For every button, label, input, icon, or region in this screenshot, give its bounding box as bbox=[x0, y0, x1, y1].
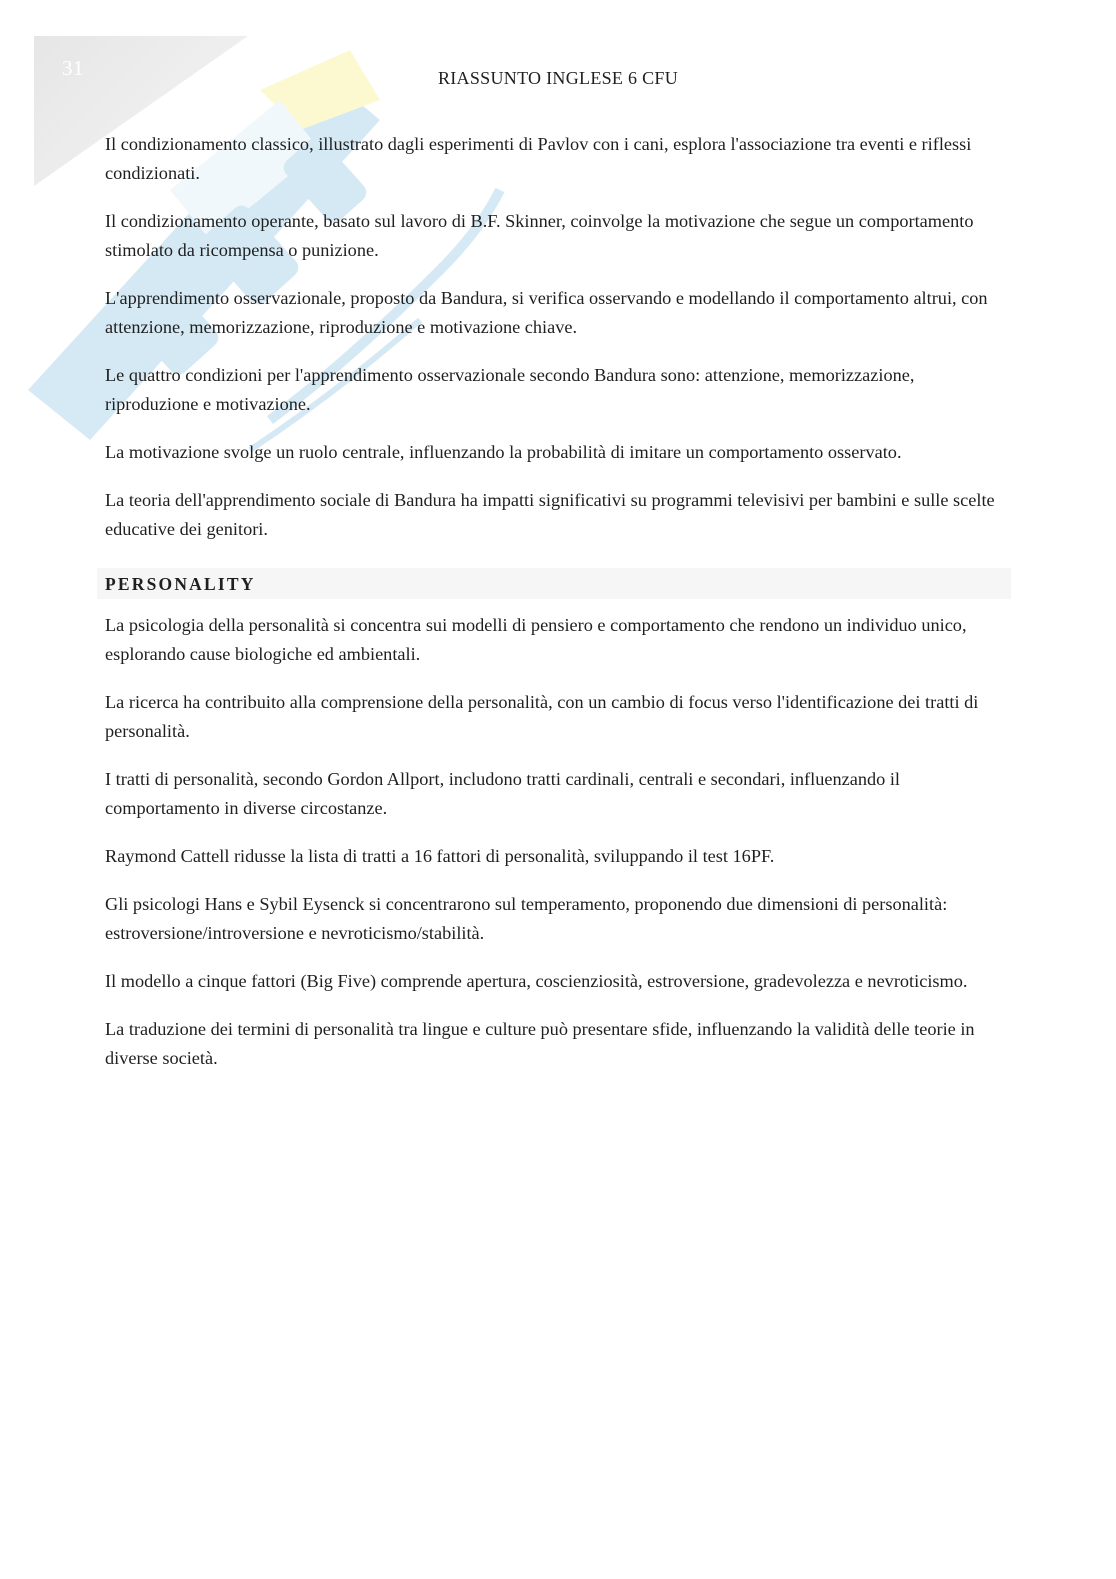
paragraph-personality-psychology: La psicologia della personalità si concentra sui modelli di pensiero e comportamento che rendono un individuo unico, esplorando cause biologiche ed ambientali. bbox=[105, 615, 967, 664]
page-number: 31 bbox=[62, 56, 84, 80]
paragraph-social-learning-theory: La teoria dell'apprendimento sociale di Bandura ha impatti significativi su programmi televisivi per bambini e sulle scelte educative dei genitori. bbox=[105, 490, 995, 539]
paragraph-operant-conditioning: Il condizionamento operante, basato sul lavoro di B.F. Skinner, coinvolge la motivazione che segue un comportamento stimolato da ricompensa o punizione. bbox=[105, 211, 974, 260]
paragraph-motivation: La motivazione svolge un ruolo centrale, influenzando la probabilità di imitare un comportamento osservato. bbox=[105, 442, 902, 462]
section-heading-personality: PERSONALITY bbox=[97, 568, 1011, 599]
paragraph-big-five: Il modello a cinque fattori (Big Five) comprende apertura, coscienziosità, estroversione, gradevolezza e nevroticismo. bbox=[105, 971, 968, 991]
paragraph-eysenck: Gli psicologi Hans e Sybil Eysenck si concentrarono sul temperamento, proponendo due dimensioni di personalità: estroversione/introversione e nevroticismo/stabilità. bbox=[105, 894, 948, 943]
paragraph-research-focus: La ricerca ha contribuito alla comprensione della personalità, con un cambio di focus verso l'identificazione dei tratti di personalità. bbox=[105, 692, 979, 741]
paragraph-translation-challenges: La traduzione dei termini di personalità tra lingue e culture può presentare sfide, influenzando la validità delle teorie in diverse società. bbox=[105, 1019, 975, 1068]
paragraph-cattell: Raymond Cattell ridusse la lista di tratti a 16 fattori di personalità, sviluppando il test 16PF. bbox=[105, 846, 775, 866]
paragraph-classical-conditioning: Il condizionamento classico, illustrato dagli esperimenti di Pavlov con i cani, esplora l'associazione tra eventi e riflessi condizionati. bbox=[105, 134, 972, 183]
paragraph-allport-traits: I tratti di personalità, secondo Gordon Allport, includono tratti cardinali, centrali e secondari, influenzando il comportamento in diverse circostanze. bbox=[105, 769, 900, 818]
paragraph-observational-learning: L'apprendimento osservazionale, proposto da Bandura, si verifica osservando e modellando il comportamento altrui, con attenzione, memorizzazione, riproduzione e motivazione chiave. bbox=[105, 288, 988, 337]
document-body bbox=[105, 130, 1005, 1092]
running-header-title: RIASSUNTO INGLESE 6 CFU bbox=[437, 68, 679, 88]
paragraph-bandura-conditions: Le quattro condizioni per l'apprendimento osservazionale secondo Bandura sono: attenzione, memorizzazione, riproduzione e motivazione. bbox=[105, 365, 915, 414]
